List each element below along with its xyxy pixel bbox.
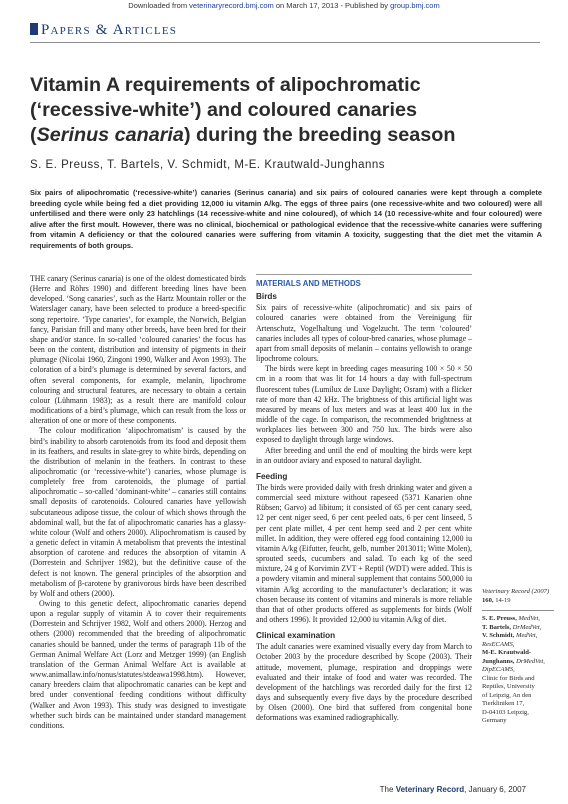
section-header: [30, 22, 540, 43]
affiliation-author: S. E. Preuss,: [482, 615, 517, 622]
address-line: Tierkliniken 17,: [482, 700, 525, 707]
affiliation-degree: MedVet,: [514, 632, 538, 639]
institution-address: [482, 675, 554, 726]
author-affiliations: [482, 615, 554, 675]
affiliation-author: T. Bartels,: [482, 623, 511, 631]
methods-subsections: [256, 292, 472, 723]
title-line-1: Vitamin A requirements of alipochromatic: [30, 74, 421, 96]
affiliation-line: [482, 641, 554, 650]
address-line: Reptiles, University: [482, 683, 535, 690]
affiliation-line: [482, 624, 554, 633]
footer-journal: Veterinary Record: [395, 785, 465, 794]
section-heading-methods: MATERIALS AND METHODS: [256, 274, 472, 289]
affiliation-degree: MedVet,: [516, 615, 540, 622]
sidebar-divider: [482, 610, 554, 611]
affiliation-line: [482, 615, 554, 624]
footer-date: , January 6, 2007: [464, 785, 526, 794]
affiliation-degree: ResECAMS,: [482, 640, 515, 648]
affiliation-line: [482, 649, 554, 666]
address-line: Clinic for Birds and: [482, 674, 535, 682]
affiliation-degree: DipECAMS,: [482, 666, 515, 673]
footer-prefix: The: [379, 785, 396, 794]
section-label: Papers & Articles: [41, 22, 178, 38]
body-paragraph: The birds were kept in breeding cages measuring 100 × 50 × 50 cm in a room that was lit for 14 hours a day with full-spectrum fluorescent tubes (Lumilux de Luxe Daylight; Osram) with a flicker rate of more than 42 kHz. The brightness of this artificial light was measured by means of lux meters and was at least 400 lux in the middle of the cage. In comparison, the recommended brightness at workplaces lies between 300 and 750 lux. The birds were also exposed to daylight through large windows.: [256, 364, 472, 445]
affiliation-author: M-E. Krautwald-Junghanns,: [482, 649, 532, 665]
address-line: of Leipzig, An den: [482, 691, 532, 699]
citation: [482, 588, 554, 605]
citation-volume: 160,: [482, 596, 494, 604]
title-line-2: (‘recessive-white’) and coloured canaries: [30, 99, 417, 121]
body-paragraph: After breeding and until the end of moulting the birds were kept in an outdoor aviary and exposed to natural daylight.: [256, 445, 472, 465]
download-banner: [0, 0, 568, 11]
affiliation-line: [482, 632, 554, 641]
title-line-3: [30, 123, 540, 148]
body-paragraph: Six pairs of recessive-white (alipochromatic) and six pairs of coloured canaries were obtained from the Vereinigung für Artenschutz, Vogelhaltung und Vogelzucht. The term ‘coloured’ canaries includes all types of colour-bred canaries, whose plumage – apart from small deposits of melanin – contains yellowish to orange lipochrome colours.: [256, 303, 472, 364]
citation-journal: Veterinary Record (2007): [482, 588, 550, 595]
publisher-link[interactable]: group.bmj.com: [390, 1, 440, 10]
body-paragraph: The colour modification ‘alipochromatism’ is caused by the bird’s inability to absorb carotenoids from its food and deposit them in its feathers, and results in slate-grey to white birds, depending on the distribution of melanin in the feathers. In contrast to these alipochromatic (or ‘recessive-white’) canaries, whose plumage is completely free from carotenoids, the plumage of partial alipochromatic – so-called ‘dominant-white’ – canaries still contains small deposits of carotenoids. Coloured canaries have yellowish subcutaneous adipose tissue, the colour of which shows through the abdominal wall, but the fat of alipochromatic canaries has a glassy-white colour (Wolf and others 2000). Alipochromatism is caused by a genetic defect in vitamin A metabolism that prevents the intestinal absorption of carotene and reduces the absorption of vitamin A (Dorrestein and Schrijver 1982), but the definitive cause of the defect is not known. The general principles of the absorption and metabolism of β-carotene by granivorous birds have been described by Wolf and others (2000).: [30, 426, 246, 598]
subsection-heading: Clinical examination: [256, 631, 336, 641]
article-sidebar: [482, 588, 554, 726]
affiliation-line: [482, 666, 554, 675]
affiliation-degree: DrMedVet,: [511, 623, 542, 631]
body-paragraph: The adult canaries were examined visually every day from March to October 2003 by the procedure described by Scope (2003). Their attitude, movement, plumage, respiration and droppings were evaluated and their intake of food and water was recorded. The development of the hatchlings was recorded daily for the first 12 days and subsequently every five days by the procedure described by Olsen (2000). One bird that suffered from congenital bone deformations was examined radiographically.: [256, 642, 472, 723]
section-marker: [30, 23, 38, 35]
affiliation-degree: DrMedVet,: [514, 657, 545, 665]
journal-site-link[interactable]: veterinaryrecord.bmj.com: [189, 1, 274, 10]
author-list: S. E. Preuss, T. Bartels, V. Schmidt, M-E. Krautwald-Junghanns: [30, 159, 386, 171]
body-paragraph: THE canary (Serinus canaria) is one of the oldest domesticated birds (Herre and Röhrs 1990) and different breeding lines have been developed. ‘Song canaries’, such as the Hartz Mountain roller or the Waterslager canary, have been selected to produce a breed-specific song repertoire. ‘Type canaries’, for example, the Norwich, Belgian fancy, Parisian frill and many other breeds, have been bred for their shape and/or stance. In so-called ‘coloured canaries’ the focus has been on the content, distribution and intensity of pigments in their plumage (Nicolai 1960, Zingoni 1990, Walker and Avon 1993). The coloration of a bird’s plumage is determined by several factors, and often several components, for example, melanin, lipochrome colouring and structural features, are necessary to obtain a certain colour (Lühmann 1983); as a result there are manifold colour modifications of a bird’s plumage, which can result from the loss or alteration of one or more of these components.: [30, 274, 246, 426]
page-footer: [380, 785, 526, 794]
title-paren: (: [30, 124, 37, 146]
title-line-3-rest: ) during the breeding season: [183, 124, 456, 146]
body-paragraph: The birds were provided daily with fresh drinking water and given a commercial seed mixture without rapeseed (5371 Kanarien ohne Rübsen; Garvo) ad libitum; it consisted of 65 per cent canary seed, 12 per cent niger seed, 6 per cent peeled oats, 6 per cent linseed, 5 per cent plate millet, 4 per cent hemp seed and 2 per cent white millet. In addition, they were offered egg food containing 12,000 iu vitamin A/kg (Eifutter, feucht, gelb, number 2013011; Witte Molen), sprouted seeds, cucumbers and salad. To each kg of the seed mixture, 24 g of Korvimin ZVT + Reptil (WDT) were added. This is a powdery vitamin and mineral supplement that contains 500,000 iu vitamin A/kg according to the manufacturer’s declaration; it was chosen because its content of vitamins and minerals is more reliable than that of other products offered as supplements for birds (Wolf and others 1996). It provided 12,000 iu vitamin A/kg of diet.: [256, 482, 472, 624]
address-line: Germany: [482, 717, 507, 724]
title-species: Serinus canaria: [36, 124, 184, 146]
address-line: D-04103 Leipzig,: [482, 708, 529, 716]
article-title: [30, 73, 540, 148]
body-column-left: [30, 274, 246, 731]
subsection-heading: Birds: [256, 292, 277, 302]
banner-middle: on March 17, 2013 - Published by: [273, 1, 391, 10]
affiliation-author: V. Schmidt,: [482, 632, 515, 639]
subsection-heading: Feeding: [256, 471, 288, 481]
citation-pages: 14-19: [493, 596, 511, 604]
abstract: Six pairs of alipochromatic (‘recessive-white’) canaries (Serinus canaria) and six pairs of coloured canaries were kept through a complete breeding cycle while being fed a diet providing 12,000 iu vitamin A/kg. The eggs of three pairs (one recessive-white and two coloured) were all unfertilised and there were only 23 hatchlings (14 recessive-white and nine coloured), of which 14 (10 recessive-white and four coloured) were alive after the first moult. However, there was no clinical, biochemical or pathological evidence that the recessive-white canaries were suffering from vitamin A deficiency or that the coloured canaries were suffering from vitamin A toxicity, suggesting that the diet met the vitamin A requirements of both groups.: [30, 188, 542, 250]
body-column-right: [256, 274, 472, 724]
banner-prefix: Downloaded from: [128, 1, 190, 10]
body-paragraph: Owing to this genetic defect, alipochromatic canaries depend upon a regular supply of vitamin A to cover their requirements (Dorrestein and Schrijver 1982, Wolf and others 2000). Herzog and others (2000) recommended that the breeding of alipochromatic canaries should be banned, under the terms of paragraph 11b of the German Animal Welfare Act (Lorz and Metzger 1999) (an English translation of the German Animal Welfare Act is available at www.animallaw.info/nonus/statutes/stdeawa1998.htm). However, canary breeders claim that alipochromatic canaries can be kept and bred under conventional feeding conditions without difficulty (Walker and Avon 1993). This study was designed to investigate whether such birds can be maintained under standard management conditions.: [30, 599, 246, 730]
